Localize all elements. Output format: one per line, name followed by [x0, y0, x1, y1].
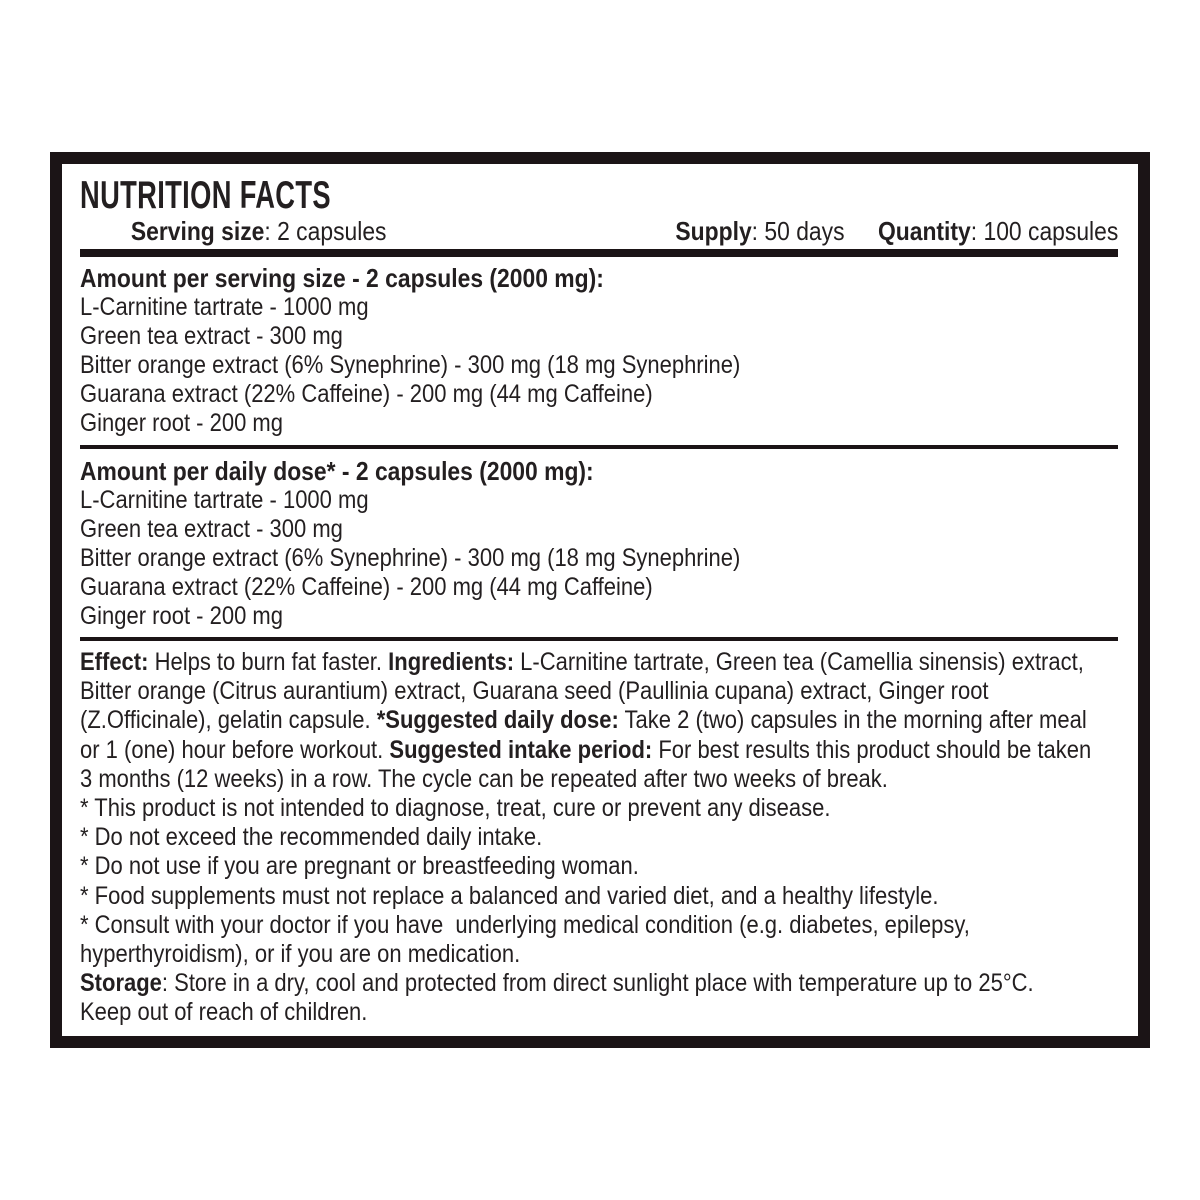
serving-info-row — [80, 216, 1118, 246]
ingredient-line: Bitter orange extract (6% Synephrine) - 300 mg (18 mg Synephrine) — [80, 544, 741, 572]
ingredient-line: Ginger root - 200 mg — [80, 602, 283, 630]
ingredient-line: Bitter orange extract (6% Synephrine) - 300 mg (18 mg Synephrine) — [80, 351, 741, 379]
ingredient-line: Green tea extract - 300 mg — [80, 515, 343, 543]
note-line: Bitter orange (Citrus aurantium) extract, Guarana seed (Paullinia cupana) extract, Ginger root — [80, 677, 989, 706]
divider-thin — [80, 637, 1118, 641]
ingredient-list — [80, 486, 1118, 631]
quantity-value: : 100 capsules — [970, 216, 1118, 246]
ingredient-line: L-Carnitine tartrate - 1000 mg — [80, 293, 369, 321]
supply-label: Supply — [675, 216, 752, 246]
note-line: or 1 (one) hour before workout. Suggested intake period: For best results this product should be taken — [80, 735, 1092, 764]
note-line: Effect: Helps to burn fat faster. Ingredients: L-Carnitine tartrate, Green tea (Camellia sinensis) extract, — [80, 648, 1084, 676]
section-heading: Amount per serving size - 2 capsules (2000 mg): — [80, 263, 604, 293]
note-line: * Do not exceed the recommended daily intake. — [80, 823, 543, 852]
section-heading: Amount per daily dose* - 2 capsules (2000 mg): — [80, 456, 594, 486]
amount-per-daily-dose-section — [80, 456, 1118, 631]
note-line: hyperthyroidism), or if you are on medication. — [80, 939, 521, 968]
serving-size-label: Serving size — [130, 216, 265, 246]
divider-thin — [80, 445, 1118, 449]
panel-title: NUTRITION FACTS — [80, 174, 331, 217]
ingredient-line: L-Carnitine tartrate - 1000 mg — [80, 486, 369, 514]
note-line: (Z.Officinale), gelatin capsule. *Suggested daily dose: Take 2 (two) capsules in the morning after meal — [80, 706, 1087, 735]
quantity-label: Quantity — [877, 216, 971, 246]
serving-size-value: : 2 capsules — [264, 216, 387, 246]
supply-quantity-group — [675, 216, 1118, 246]
note-line: * Food supplements must not replace a balanced and varied diet, and a healthy lifestyle. — [80, 881, 939, 910]
note-line: Keep out of reach of children. — [80, 998, 368, 1027]
note-line: * Consult with your doctor if you have underlying medical condition (e.g. diabetes, epilepsy, — [80, 910, 970, 939]
notes-block — [80, 648, 1118, 1027]
note-line: 3 months (12 weeks) in a row. The cycle can be repeated after two weeks of break. — [80, 764, 888, 793]
supply — [675, 216, 844, 246]
amount-per-serving-section — [80, 263, 1118, 438]
note-line: * Do not use if you are pregnant or breastfeeding woman. — [80, 852, 639, 881]
supply-value: : 50 days — [751, 216, 845, 246]
note-line: Storage: Store in a dry, cool and protected from direct sunlight place with temperature up to 25°C. — [80, 969, 1034, 998]
ingredient-list — [80, 293, 1118, 438]
ingredient-line: Green tea extract - 300 mg — [80, 322, 343, 350]
ingredient-line: Guarana extract (22% Caffeine) - 200 mg (44 mg Caffeine) — [80, 573, 653, 601]
quantity — [878, 216, 1118, 246]
nutrition-facts-panel — [50, 152, 1150, 1048]
note-line: * This product is not intended to diagnose, treat, cure or prevent any disease. — [80, 793, 831, 822]
ingredient-line: Ginger root - 200 mg — [80, 409, 283, 437]
ingredient-line: Guarana extract (22% Caffeine) - 200 mg (44 mg Caffeine) — [80, 380, 653, 408]
